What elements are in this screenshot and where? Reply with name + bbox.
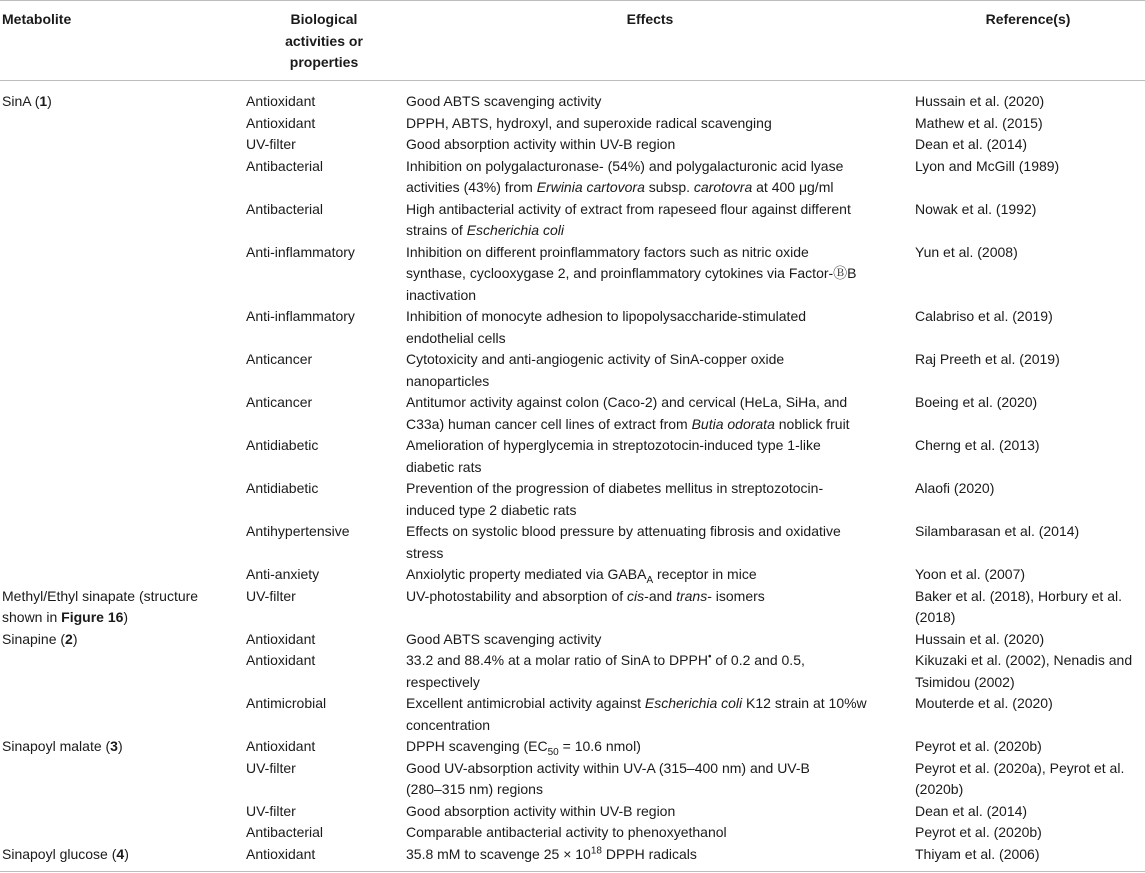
activity-cell: Antioxidant bbox=[246, 114, 316, 131]
reference-cell: Calabriso et al. (2019) bbox=[915, 308, 1053, 324]
table-bottom-rule bbox=[0, 871, 1145, 872]
table-row bbox=[0, 758, 1145, 801]
metabolite-cell: Sinapine (2) bbox=[2, 630, 78, 647]
table-row bbox=[0, 306, 1145, 349]
effect-cell: Inhibition of monocyte adhesion to lipopolysaccharide-stimulated endothelial cells bbox=[406, 308, 807, 346]
reference-cell: Peyrot et al. (2020a), Peyrot et al. (2020b) bbox=[915, 759, 1125, 797]
effect-cell: 35.8 mM to scavenge $25 \times 10^{18}$ DPPH radicals bbox=[406, 844, 697, 862]
effect-cell: Inhibition on polygalacturonase- (54%) and polygalacturonic acid lyase activities (43%) from Erwinia cartovora subsp. carotovra at 400 μg/ml bbox=[406, 157, 844, 195]
table-row bbox=[0, 521, 1145, 564]
activity-cell: UV-filter bbox=[246, 587, 296, 604]
reference-cell: Kikuzaki et al. (2002), Nenadis and Tsimidou (2002) bbox=[915, 652, 1133, 690]
table-row bbox=[0, 629, 1145, 651]
table-row bbox=[0, 156, 1145, 199]
effect-cell: Excellent antimicrobial activity against Escherichia coli K12 strain at 10%w concentration bbox=[406, 695, 867, 733]
activity-cell: Anti-inflammatory bbox=[246, 243, 355, 260]
reference-cell: Dean et al. (2014) bbox=[915, 802, 1028, 819]
header-metabolite: Metabolite bbox=[2, 11, 72, 27]
activity-cell: Anti-inflammatory bbox=[246, 308, 355, 324]
effect-cell: Good absorption activity within UV-B region bbox=[406, 802, 676, 819]
metabolite-cell: Methyl/Ethyl sinapate (structure shown in Figure 16) bbox=[2, 587, 199, 625]
activity-cell: Anticancer bbox=[246, 351, 313, 367]
effect-cell: Effects on systolic blood pressure by attenuating fibrosis and oxidative stress bbox=[406, 523, 841, 561]
activity-cell: Antioxidant bbox=[246, 738, 316, 754]
activity-cell: Antibacterial bbox=[246, 157, 324, 174]
reference-cell: Yun et al. (2008) bbox=[915, 243, 1018, 260]
activity-cell: Antimicrobial bbox=[246, 695, 327, 711]
table-row bbox=[0, 242, 1145, 307]
activity-cell: Antioxidant bbox=[246, 93, 316, 109]
activity-cell: Antidiabetic bbox=[246, 480, 319, 496]
effect-cell: Anxiolytic property mediated via $GABA_A$ receptor in mice bbox=[406, 566, 757, 586]
table-row bbox=[0, 736, 1145, 758]
effect-cell: Cytotoxicity and anti-angiogenic activity of SinA-copper oxide nanoparticles bbox=[406, 351, 785, 389]
header-references: Reference(s) bbox=[985, 11, 1071, 27]
reference-cell: Peyrot et al. (2020b) bbox=[915, 738, 1042, 754]
table-row bbox=[0, 349, 1145, 392]
activity-cell: Antioxidant bbox=[246, 845, 316, 862]
table-row bbox=[0, 392, 1145, 435]
table-row bbox=[0, 478, 1145, 521]
table-body bbox=[0, 91, 1145, 865]
reference-cell: Hussain et al. (2020) bbox=[915, 630, 1045, 647]
table-row bbox=[0, 91, 1145, 113]
reference-cell: Dean et al. (2014) bbox=[915, 136, 1028, 152]
reference-cell: Nowak et al. (1992) bbox=[915, 200, 1037, 217]
effect-cell: Good absorption activity within UV-B region bbox=[406, 136, 676, 152]
header-biological-activities: Biological activities or properties bbox=[285, 11, 363, 70]
activity-cell: Antihypertensive bbox=[246, 523, 350, 539]
table-header-rule bbox=[0, 80, 1145, 81]
reference-cell: Mouterde et al. (2020) bbox=[915, 695, 1053, 711]
reference-cell: Silambarasan et al. (2014) bbox=[915, 523, 1080, 539]
effect-cell: DPPH scavenging ($EC_{50} = 10.6$ nmol) bbox=[406, 738, 641, 758]
metabolite-cell: Sinapoyl glucose (4) bbox=[2, 845, 129, 862]
reference-cell: Yoon et al. (2007) bbox=[915, 566, 1026, 582]
activity-cell: UV-filter bbox=[246, 136, 296, 152]
effect-cell: UV-photostability and absorption of cis-and trans- isomers bbox=[406, 587, 765, 604]
activity-cell: Antidiabetic bbox=[246, 437, 319, 453]
activity-cell: Antioxidant bbox=[246, 652, 316, 668]
reference-cell: Alaofi (2020) bbox=[915, 480, 995, 496]
table-row bbox=[0, 564, 1145, 586]
table-row bbox=[0, 435, 1145, 478]
effect-cell: Good ABTS scavenging activity bbox=[406, 93, 602, 109]
activity-cell: Antibacterial bbox=[246, 824, 324, 840]
reference-cell: Boeing et al. (2020) bbox=[915, 394, 1038, 410]
table-row bbox=[0, 693, 1145, 736]
effect-cell: DPPH, ABTS, hydroxyl, and superoxide radical scavenging bbox=[406, 114, 772, 131]
table-row bbox=[0, 199, 1145, 242]
effect-cell: Good UV-absorption activity within UV-A (315–400 nm) and UV-B (280–315 nm) regions bbox=[406, 759, 810, 797]
reference-cell: Mathew et al. (2015) bbox=[915, 114, 1043, 131]
table-header bbox=[0, 0, 1145, 80]
activity-cell: Antioxidant bbox=[246, 630, 316, 647]
reference-cell: Raj Preeth et al. (2019) bbox=[915, 351, 1060, 367]
table-row bbox=[0, 822, 1145, 844]
reference-cell: Cherng et al. (2013) bbox=[915, 437, 1040, 453]
table-row bbox=[0, 134, 1145, 156]
activity-cell: Antibacterial bbox=[246, 200, 324, 217]
metabolite-cell: SinA (1) bbox=[2, 93, 52, 109]
effect-cell: Comparable antibacterial activity to phenoxyethanol bbox=[406, 824, 727, 840]
effect-cell: Amelioration of hyperglycemia in streptozotocin-induced type 1-like diabetic rats bbox=[406, 437, 821, 475]
activity-cell: Anti-anxiety bbox=[246, 566, 320, 582]
metabolite-cell: Sinapoyl malate (3) bbox=[2, 738, 123, 754]
table-row bbox=[0, 113, 1145, 135]
effect-cell: High antibacterial activity of extract from rapeseed flour against different strains of Escherichia coli bbox=[406, 200, 851, 238]
table-row bbox=[0, 650, 1145, 693]
activity-cell: Anticancer bbox=[246, 394, 313, 410]
reference-cell: Peyrot et al. (2020b) bbox=[915, 824, 1042, 840]
reference-cell: Thiyam et al. (2006) bbox=[915, 845, 1040, 862]
header-effects: Effects bbox=[626, 11, 674, 27]
table-row bbox=[0, 801, 1145, 823]
reference-cell: Lyon and McGill (1989) bbox=[915, 157, 1060, 174]
table-row bbox=[0, 586, 1145, 629]
effect-cell: Prevention of the progression of diabetes mellitus in streptozotocin- induced type 2 diabetic rats bbox=[406, 480, 824, 518]
reference-cell: Baker et al. (2018), Horbury et al. (2018) bbox=[915, 587, 1122, 625]
activity-cell: UV-filter bbox=[246, 802, 296, 819]
activity-cell: UV-filter bbox=[246, 759, 296, 776]
reference-cell: Hussain et al. (2020) bbox=[915, 93, 1045, 109]
table-row bbox=[0, 844, 1145, 866]
effect-cell: Good ABTS scavenging activity bbox=[406, 630, 602, 647]
effect-cell: 33.2 and 88.4% at a molar ratio of SinA to DPPH• of 0.2 and 0.5, respectively bbox=[406, 651, 805, 690]
effect-cell: Antitumor activity against colon (Caco-2) and cervical (HeLa, SiHa, and C33a) human cancer cell lines of extract from Butia odorata noblick fruit bbox=[406, 394, 850, 432]
effect-cell: Inhibition on different proinflammatory factors such as nitric oxide synthase, cyclooxygase 2, and proinflammatory cytokines via Factor-ⒷB inactivation bbox=[406, 243, 857, 303]
